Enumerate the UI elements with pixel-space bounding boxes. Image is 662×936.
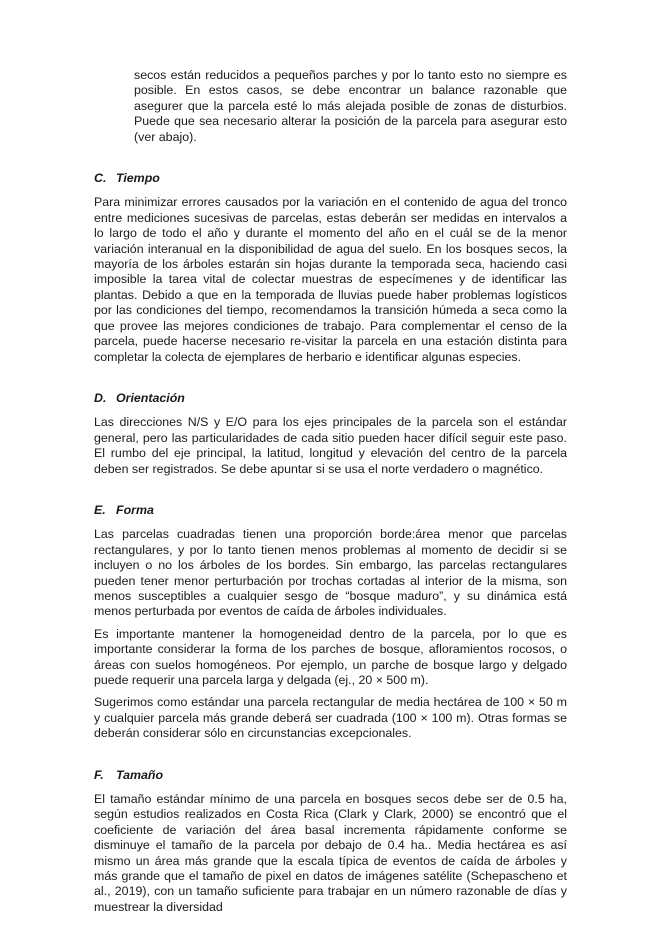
section-title: Orientación	[116, 390, 185, 405]
document-page	[94, 68, 567, 915]
section-letter: E.	[94, 502, 106, 517]
section-letter: C.	[94, 171, 107, 186]
section-heading-orientacion	[94, 391, 567, 406]
section-letter: D.	[94, 390, 107, 405]
section-title: Forma	[116, 502, 154, 517]
section-heading-tamano	[94, 768, 567, 783]
forma-paragraph-1: Las parcelas cuadradas tienen una proporción borde:área menor que parcelas rectangulares, y por lo tanto tienen menos problemas al momento de decidir si se incluyen o no los árboles de los bordes. Sin embargo, las parcelas rectangulares pueden tener menor perturbación por trochas cortadas al interior de la misma, son menos susceptibles a cualquier sesgo de “bosque maduro”, y su dinámica está menos perturbada por eventos de caída de árboles individuales.	[94, 527, 567, 619]
intro-paragraph: secos están reducidos a pequeños parches y por lo tanto esto no siempre es posible. En estos casos, se debe encontrar un balance razonable que asegurer que la parcela esté lo más alejada posible de zonas de disturbios. Puede que sea necesario alterar la posición de la parcela para asegurar esto (ver abajo).	[134, 68, 567, 144]
section-heading-forma	[94, 503, 567, 518]
orientacion-paragraph: Las direcciones N/S y E/O para los ejes principales de la parcela son el estándar general, pero las particularidades de cada sitio pueden hacer difícil seguir este paso. El rumbo del eje principal, la latitud, longitud y elevación del centro de la parcela deben ser registrados. Se debe apuntar si se usa el norte verdadero o magnético.	[94, 415, 567, 476]
section-title: Tiempo	[116, 171, 160, 186]
forma-paragraph-3: Sugerimos como estándar una parcela rectangular de media hectárea de 100 × 50 m y cualquier parcela más grande deberá ser cuadrada (100 × 100 m). Otras formas se deberán considerar sólo en circunstancias excepcionales.	[94, 695, 567, 741]
forma-paragraph-2: Es importante mantener la homogeneidad dentro de la parcela, por lo que es importante considerar la forma de los parches de bosque, afloramientos rocosos, o áreas con suelos homogéneos. Por ejemplo, un parche de bosque largo y delgado puede requerir una parcela larga y delgada (ej., 20 × 500 m).	[94, 626, 567, 687]
section-heading-tiempo	[94, 171, 567, 186]
section-title: Tamaño	[116, 767, 164, 782]
tamano-paragraph: El tamaño estándar mínimo de una parcela en bosques secos debe ser de 0.5 ha, según estudios realizados en Costa Rica (Clark y Clark, 2000) se encontró que el coeficiente de variación del área basal incrementa rápidamente conforme se disminuye el tamaño de la parcela por debajo de 0.4 ha.. Media hectárea es así mismo un área más grande que la escala típica de eventos de caída de árboles y más grande que el tamaño de pixel en datos de imágenes satélite (Schepascheno et al., 2019), con un tamaño suficiente para trabajar en un número razonable de días y muestrear la diversidad	[94, 792, 567, 914]
section-letter: F.	[94, 767, 104, 782]
tiempo-paragraph: Para minimizar errores causados por la variación en el contenido de agua del tronco entre mediciones sucesivas de parcelas, estas deberán ser medidas en intervalos a lo largo de todo el año y durante el momento del año en el cuál se de la menor variación interanual en la disponibilidad de agua del suelo. En los bosques secos, la mayoría de los árboles estarán sin hojas durante la temporada seca, haciendo casi imposible la tarea vital de colectar muestras de especímenes y de identificar las plantas. Debido a que en la temporada de lluvias puede haber problemas logísticos por las condiciones del tiempo, recomendamos la transición húmeda a seca como la que provee las mejores condiciones de trabajo. Para complementar el censo de la parcela, puede hacerse necesario re-visitar la parcela en una estación distinta para completar la colecta de ejemplares de herbario e identificar algunas especies.	[94, 195, 567, 364]
